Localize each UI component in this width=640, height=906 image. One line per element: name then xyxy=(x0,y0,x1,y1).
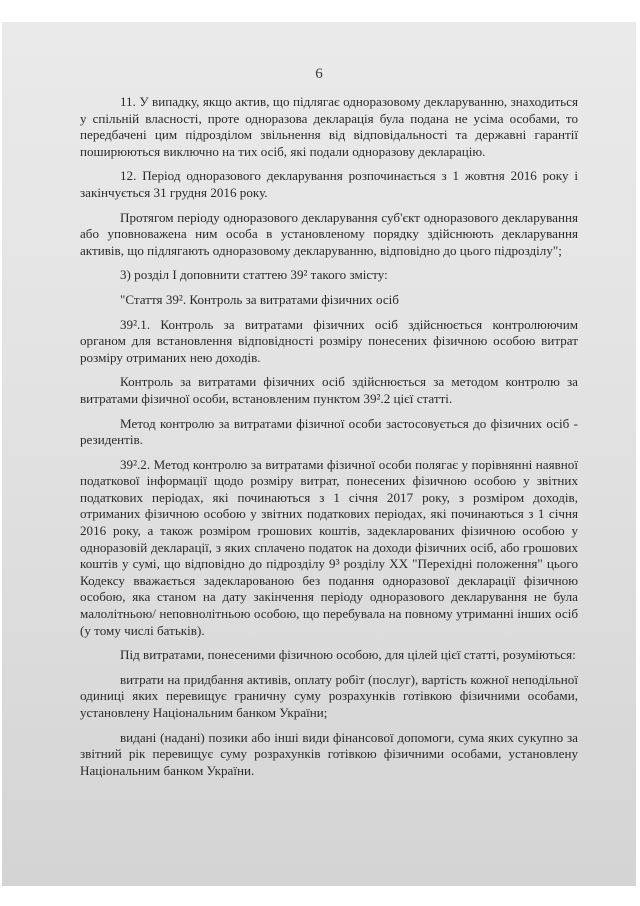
paragraph-amendment-intro: 3) розділ І доповнити статтею 39² такого змісту: xyxy=(120,267,388,283)
paragraph-declaration-period: Протягом періоду одноразового декларування суб'єкт одноразового декларування або уповноважена ним особа в установленому порядку здійснюють декларування активів, що підлягають одноразовому декларуванню, відповідно до цього підрозділу"; xyxy=(80,209,578,258)
page-body xyxy=(80,94,578,779)
paragraph-39-2-2: 39².2. Метод контролю за витратами фізичної особи полягає у порівнянні наявної податкової інформації щодо розміру витрат, понесених фізичною особою у звітних податкових періодах, які починаються з 1 січня 2017 року, з розміром доходів, отриманих фізичною особою у звітних податкових періодах, які починаються з 1 січня 2016 року, а також розміром грошових коштів, задекларованих фізичною особою у одноразовій декларації, з яких сплачено податок на доходи фізичних осіб, або грошових коштів у сумі, що відповідно до підрозділу 9³ розділу XX "Перехідні положення" цього Кодексу вважається задекларованою без подання одноразової декларації фізичною особою, яка станом на дату закінчення періоду одноразового декларування не була малолітньою/ неповнолітньою особою, що перебувала на повному утриманні інших осіб (у тому числі батьків). xyxy=(80,456,578,638)
document-page xyxy=(2,22,636,886)
paragraph-control-method: Контроль за витратами фізичних осіб здійснюється за методом контролю за витратами фізичної особи, встановленим пунктом 39².2 цієї статті. xyxy=(80,374,578,406)
paragraph-expenses-definition: Під витратами, понесеними фізичною особою, для цілей цієї статті, розуміються: xyxy=(120,647,576,663)
paragraph-39-2-1: 39².1. Контроль за витратами фізичних осіб здійснюється контролюючим органом для встановлення відповідності розміру понесених фізичною особою витрат розміру отриманих нею доходів. xyxy=(80,316,578,365)
paragraph-item-11: 11. У випадку, якщо актив, що підлягає одноразовому декларуванню, знаходиться у спільній власності, проте одноразова декларація була подана не усіма особами, то передбачені цим підрозділом звільнення від відповідальності та державні гарантії поширюються виключно на тих осіб, які подали одноразову декларацію. xyxy=(80,94,578,159)
paragraph-loans: видані (надані) позики або інші види фінансової допомоги, сума яких сукупно за звітний рік перевищує суму розрахунків готівкою фізичними особами, установлену Національним банком України. xyxy=(80,729,578,778)
page-number: 6 xyxy=(315,66,323,82)
article-heading: "Стаття 39². Контроль за витратами фізичних осіб xyxy=(120,291,399,307)
paragraph-residents: Метод контролю за витратами фізичної особи застосовується до фізичних осіб - резидентів. xyxy=(80,415,578,448)
paragraph-item-12: 12. Період одноразового декларування розпочинається з 1 жовтня 2016 року і закінчується 31 грудня 2016 року. xyxy=(80,168,578,200)
paragraph-asset-expenses: витрати на придбання активів, оплату робіт (послуг), вартість кожної неподільної одиниці яких перевищує граничну суму розрахунків готівкою фізичними особами, установлену Національним банком України; xyxy=(80,671,578,720)
